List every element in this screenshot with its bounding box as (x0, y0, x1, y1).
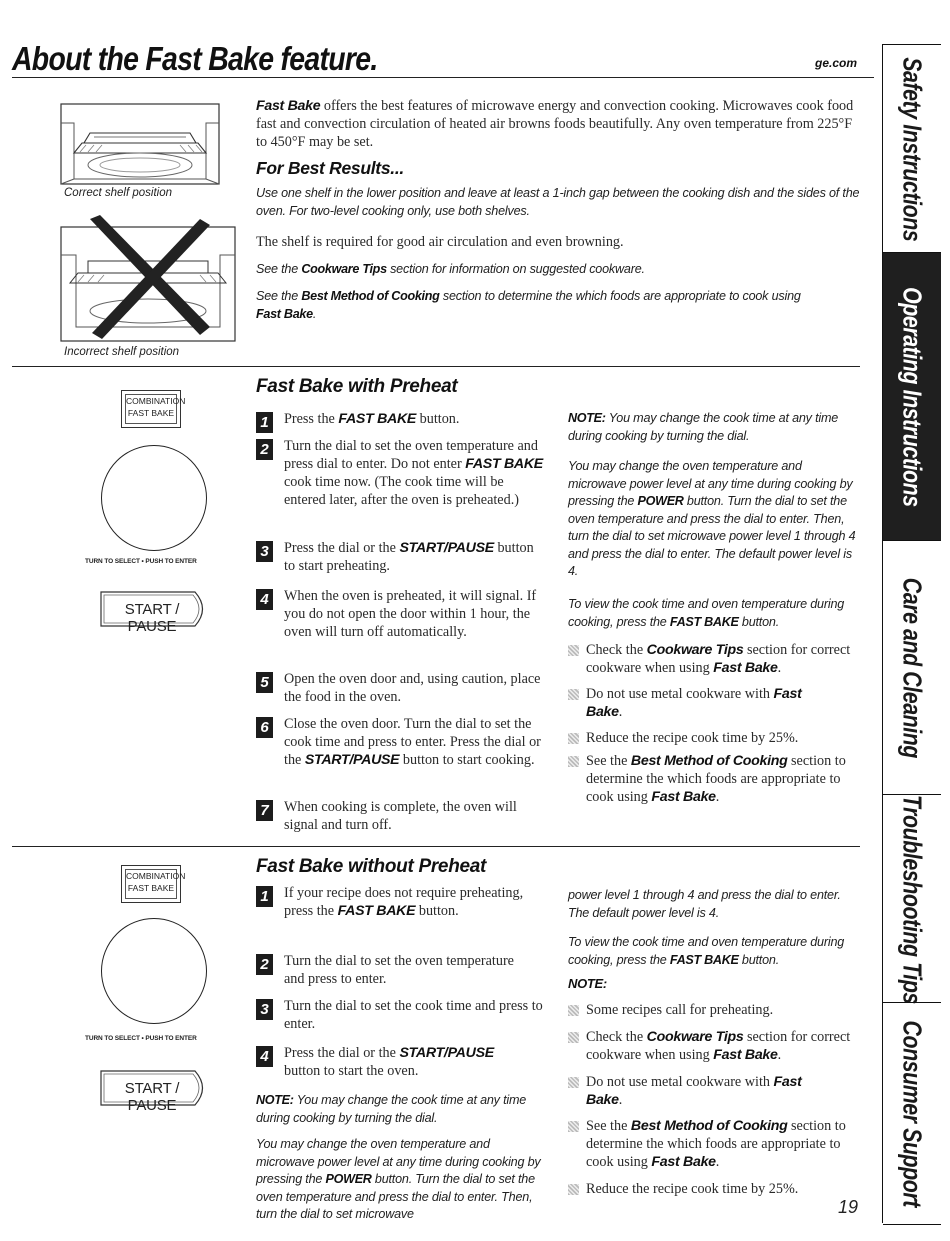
bullet-icon (568, 733, 579, 744)
text: See the (256, 289, 302, 303)
best-method-ref: Best Method of Cooking (301, 289, 440, 303)
text: . (777, 660, 782, 676)
bullet-icon (568, 1184, 579, 1195)
text: . (312, 306, 317, 321)
text: Check the (586, 1029, 647, 1045)
preheat-power-note (568, 458, 863, 581)
button-ref: START/PAUSE (399, 540, 494, 556)
text: section to determine the which foods are appropriate to cook using (439, 289, 801, 303)
text: button to start cooking. (399, 752, 535, 768)
text: Turn the dial to set the oven temperature and press dial to enter. Do not enter (284, 438, 538, 472)
text: Press the dial or the (284, 540, 400, 556)
list-item (568, 752, 858, 806)
step (256, 1044, 526, 1080)
text: Close the oven door. Turn the dial to set the cook time and press to enter. Press the dial or the (284, 716, 541, 768)
step (256, 410, 546, 431)
list-item (568, 1028, 858, 1064)
step-number: 4 (256, 589, 273, 610)
text: Some recipes call for preheating. (586, 1002, 774, 1018)
step (256, 997, 546, 1033)
combo-line: FAST BAKE (127, 883, 175, 893)
text: When cooking is complete, the oven will signal and turn off. (284, 799, 517, 833)
best-method-ref: Best Method of Cooking (630, 1118, 788, 1134)
list-item (568, 1073, 838, 1109)
fast-bake-term: Fast Bake (651, 789, 716, 805)
tab-label: Care and Cleaning (897, 577, 928, 759)
text: button. (415, 903, 459, 919)
step (256, 437, 546, 509)
section-divider (12, 846, 860, 847)
step (256, 798, 546, 834)
button-ref: START/PAUSE (304, 752, 400, 768)
text: button to start preheating. (284, 540, 534, 574)
fast-bake-term: Fast Bake (586, 686, 802, 720)
text: Turn the dial to set the cook time and press to enter. (284, 998, 543, 1032)
text: section for information on suggested cookware. (386, 262, 645, 276)
text: cook time now. (The cook time will be entered later, after the oven is preheated.) (284, 474, 519, 508)
text: You may change the cook time at any time during cooking by turning the dial. (568, 411, 839, 443)
text: You may change the oven temperature and microwave power level at any time during cooking by pressing the (568, 459, 853, 508)
no-preheat-note (256, 1092, 551, 1127)
text: . (618, 704, 623, 720)
method-reference (256, 288, 816, 323)
step-number: 2 (256, 954, 273, 975)
combo-button-face (125, 394, 186, 424)
ref: Cookware Tips (646, 642, 744, 658)
button-ref: FAST BAKE (669, 614, 739, 629)
text: If your recipe does not require preheating, press the (284, 885, 524, 919)
tab-label: Consumer Support (897, 1020, 928, 1207)
bullet-icon (568, 689, 579, 700)
list-item (568, 729, 858, 747)
text: button. Turn the dial to set the oven temperature and press the dial to enter. Then, turn the dial to set microwave (256, 1172, 535, 1221)
text: See the (586, 1118, 631, 1134)
page-title: About the Fast Bake feature. (12, 40, 378, 77)
select-dial[interactable] (101, 445, 207, 551)
text: You may change the oven temperature and microwave power level at any time during cooking by pressing the (256, 1137, 541, 1186)
bullet-icon (568, 756, 579, 767)
step (256, 587, 546, 641)
step-number: 3 (256, 999, 273, 1020)
fast-bake-term: Fast Bake (651, 1154, 716, 1170)
cookware-tips-ref: Cookware Tips (301, 262, 387, 276)
text: section for correct cookware when using (586, 1029, 851, 1063)
page-number: 19 (838, 1197, 859, 1217)
bullet-icon (568, 1032, 579, 1043)
preheat-heading: Fast Bake with Preheat (256, 376, 458, 397)
step-number: 5 (256, 672, 273, 693)
dial-label: TURN TO SELECT • PUSH TO ENTER (85, 558, 197, 565)
step-number: 4 (256, 1046, 273, 1067)
button-ref: FAST BAKE (337, 903, 416, 919)
text: See the (256, 262, 302, 276)
cookware-tips-ref: Cookware Tips (646, 1029, 744, 1045)
step (256, 715, 546, 769)
step-number: 6 (256, 717, 273, 738)
button-ref: FAST BAKE (338, 411, 417, 427)
text: Reduce the recipe cook time by 25%. (586, 730, 799, 746)
bullet-icon (568, 1005, 579, 1016)
no-preheat-heading: Fast Bake without Preheat (256, 856, 487, 877)
list-item (568, 1117, 858, 1171)
intro-text: offers the best features of microwave energy and convection cooking. Microwaves cook food fast and convection circulation of heated air browns foods beautifully. Any oven temperature from 225°F to 450°F may be set. (256, 98, 854, 150)
text: button. (738, 614, 780, 629)
text: button. (738, 952, 780, 967)
list-item (568, 685, 838, 721)
bullet-icon (568, 1077, 579, 1088)
text: section to determine the which foods are appropriate to cook using (586, 753, 846, 805)
step-number: 2 (256, 439, 273, 460)
correct-shelf-illustration (60, 103, 220, 185)
tab-label: Safety Instructions (897, 56, 928, 242)
no-preheat-power-note-cont: power level 1 through 4 and press the dial to enter. The default power level is 4. (568, 888, 841, 920)
text: Do not use metal cookware with (586, 686, 774, 702)
list-item (568, 641, 858, 677)
text: section to determine the which foods are appropriate to cook using (586, 1118, 846, 1170)
combo-line: FAST BAKE (127, 408, 175, 418)
combo-button-face (125, 869, 186, 899)
text: To view the cook time and oven temperature during cooking, press the (568, 597, 845, 629)
list-item (568, 1001, 858, 1019)
intro-paragraph (256, 97, 856, 151)
text: button. Turn the dial to set the oven temperature and press the dial to enter. Then, turn the dial to set microwave power level 1 through 4 and press the dial to enter. The default power level is 4. (568, 494, 856, 578)
button-ref: FAST BAKE (669, 952, 739, 967)
button-ref: POWER (637, 494, 684, 508)
tab-label: Troubleshooting Tips (897, 794, 928, 1004)
figure-caption: Correct shelf position (64, 187, 173, 199)
cookware-reference (256, 261, 861, 279)
button-ref: START/PAUSE (399, 1045, 494, 1061)
tab-operating-instructions[interactable] (883, 252, 941, 541)
text: . (715, 1154, 720, 1170)
bullet-icon (568, 645, 579, 656)
combo-line: COMBINATION (126, 396, 186, 406)
text: You may change the cook time at any time during cooking by turning the dial. (256, 1093, 527, 1125)
step-number: 7 (256, 800, 273, 821)
text: button. (416, 411, 460, 427)
tab-troubleshooting-tips[interactable] (883, 794, 941, 1003)
fast-bake-term: Fast Bake (713, 1047, 778, 1063)
incorrect-shelf-illustration (60, 215, 236, 343)
step (256, 884, 526, 920)
no-preheat-view-note (568, 934, 863, 969)
combo-line: COMBINATION (126, 871, 186, 881)
combination-fast-bake-button[interactable] (121, 865, 186, 903)
text: . (777, 1047, 782, 1063)
button-ref: POWER (325, 1172, 372, 1186)
start-pause-label: START / PAUSE (124, 1080, 180, 1114)
step (256, 670, 546, 706)
text: Reduce the recipe cook time by 25%. (586, 1181, 799, 1197)
fast-bake-term: Fast Bake (713, 660, 778, 676)
fast-bake-term: Fast Bake (256, 306, 313, 321)
text: When the oven is preheated, it will signal. If you do not open the door within 1 hour, the oven will turn off automatically. (284, 588, 537, 640)
text: Press the (284, 411, 339, 427)
start-pause-label: START / PAUSE (124, 601, 180, 635)
start-pause-button[interactable] (100, 591, 212, 635)
fast-bake-term: Fast Bake (256, 98, 321, 114)
preheat-note (568, 410, 863, 445)
note-label: NOTE: (256, 1093, 294, 1107)
text: section for correct cookware when using (586, 642, 851, 676)
text: Do not use metal cookware with (586, 1074, 774, 1090)
step-number: 3 (256, 541, 273, 562)
list-item (568, 1180, 858, 1198)
best-method-ref: Best Method of Cooking (630, 753, 788, 769)
text: Turn the dial to set the oven temperature and press to enter. (284, 953, 514, 987)
dial-label: TURN TO SELECT • PUSH TO ENTER (85, 1035, 197, 1042)
best-results-heading: For Best Results... (256, 158, 404, 178)
preheat-view-note (568, 596, 863, 631)
shelf-required-text: The shelf is required for good air circulation and even browning. (256, 234, 624, 250)
header-rule (12, 77, 874, 78)
text: Press the dial or the (284, 1045, 400, 1061)
tab-care-and-cleaning[interactable] (883, 540, 941, 795)
step-number: 1 (256, 412, 273, 433)
tab-consumer-support[interactable] (883, 1002, 941, 1225)
text: Open the oven door and, using caution, place the food in the oven. (284, 671, 541, 705)
note-label: NOTE: (568, 976, 607, 991)
tab-safety-instructions[interactable] (883, 44, 941, 253)
tab-label: Operating Instructions (897, 287, 928, 507)
step (256, 952, 526, 988)
start-pause-button[interactable] (100, 1070, 212, 1114)
figure-caption: Incorrect shelf position (64, 346, 180, 358)
best-results-note: Use one shelf in the lower position and leave at least a 1-inch gap between the cooking dish and the sides of the oven. For two-level cooking only, use both shelves. (256, 186, 860, 218)
bullet-icon (568, 1121, 579, 1132)
text: . (618, 1092, 623, 1108)
text: See the (586, 753, 631, 769)
fast-bake-term: Fast Bake (586, 1074, 802, 1108)
combination-fast-bake-button[interactable] (121, 390, 186, 428)
note-label: NOTE: (568, 411, 606, 425)
text: To view the cook time and oven temperature during cooking, press the (568, 935, 845, 967)
step (256, 539, 546, 575)
section-sidebar (882, 44, 941, 1223)
site-url: ge.com (815, 56, 858, 70)
step-number: 1 (256, 886, 273, 907)
no-preheat-power-note (256, 1136, 551, 1224)
select-dial[interactable] (101, 918, 207, 1024)
text: Check the (586, 642, 647, 658)
section-divider (12, 366, 860, 367)
button-ref: FAST BAKE (465, 456, 543, 472)
text: button to start the oven. (284, 1063, 419, 1079)
text: . (715, 789, 720, 805)
